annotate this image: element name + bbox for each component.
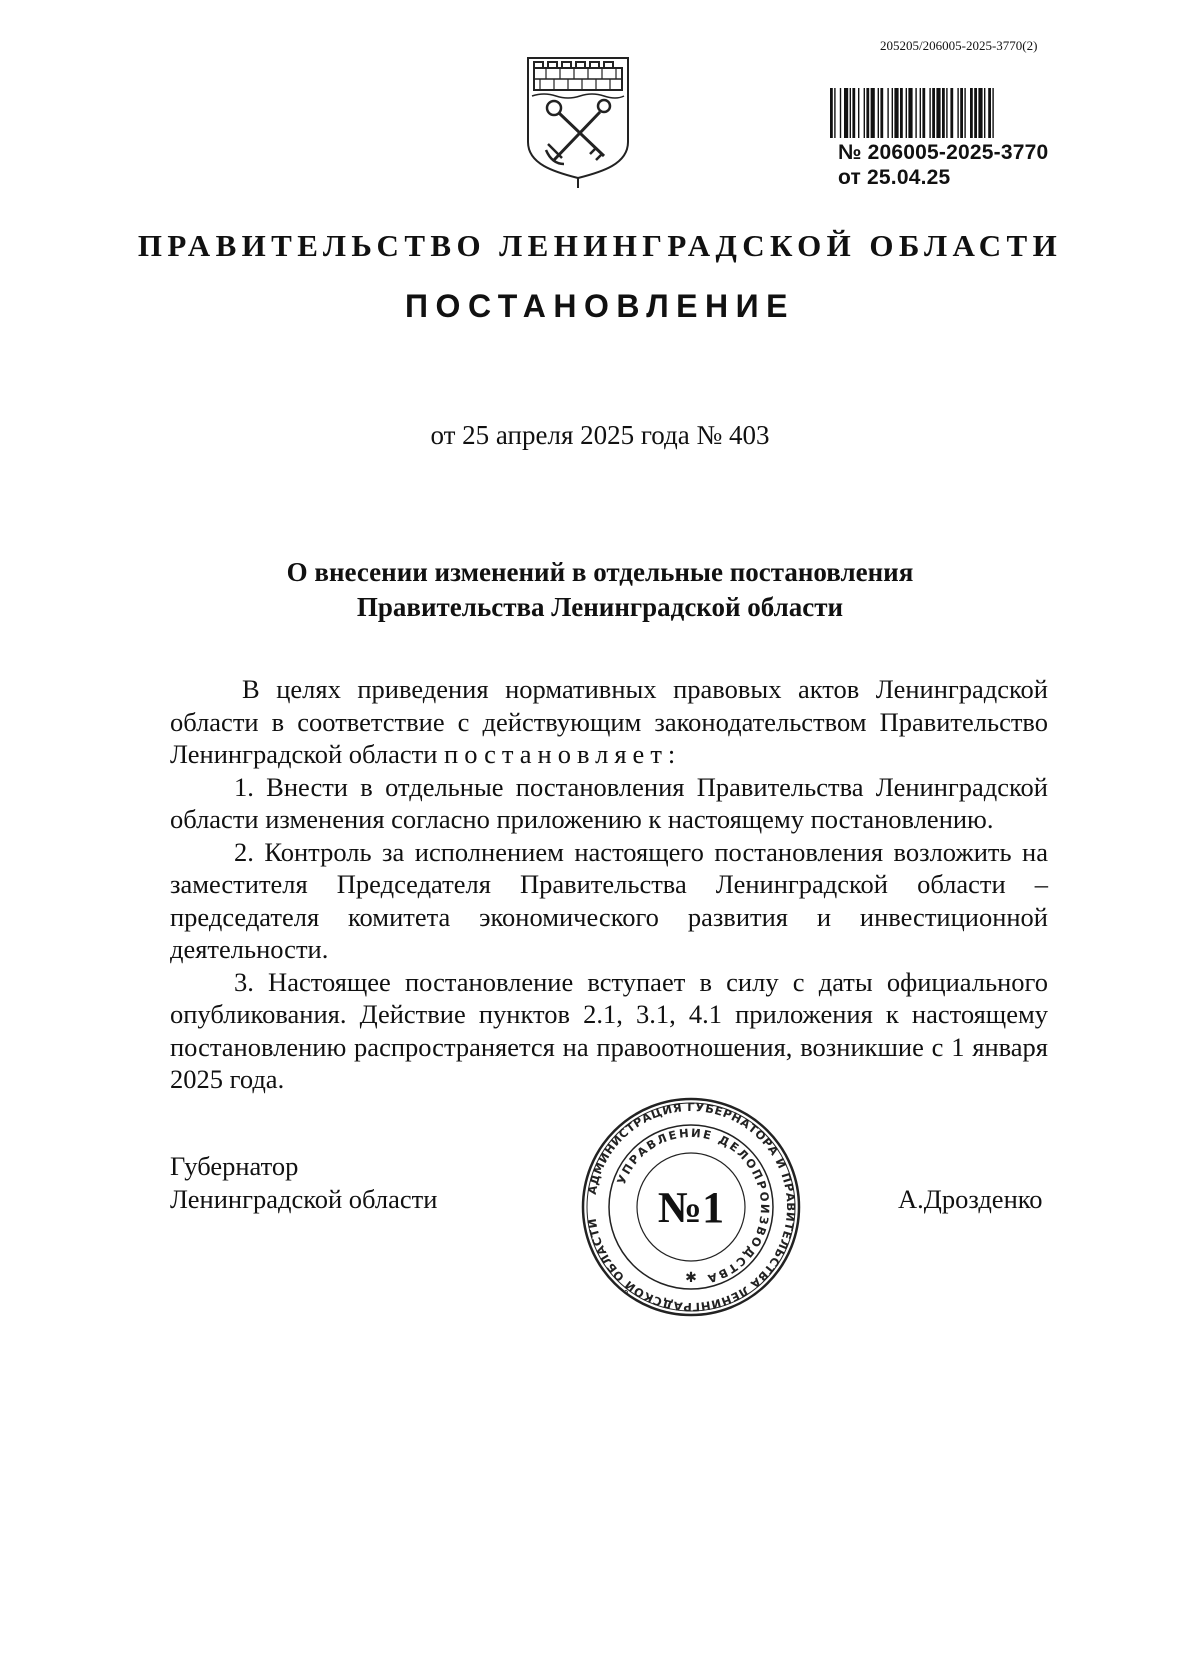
barcode-bar bbox=[887, 88, 888, 138]
barcode-bar bbox=[988, 88, 991, 138]
document-body bbox=[170, 673, 1048, 1096]
signatory-name: А.Дрозденко bbox=[898, 1184, 1043, 1214]
seal-inner-text: УПРАВЛЕНИЕ ДЕЛОПРОИЗВОДСТВА bbox=[614, 1125, 773, 1287]
barcode-bar bbox=[864, 88, 865, 138]
barcode-bar bbox=[942, 88, 945, 138]
preamble-paragraph bbox=[170, 673, 1048, 771]
barcode-bar bbox=[984, 88, 985, 138]
decides-word: постановляет: bbox=[444, 739, 682, 769]
barcode-bar bbox=[871, 88, 875, 138]
seal-number: №1 bbox=[657, 1183, 725, 1232]
barcode-bar bbox=[894, 88, 898, 138]
barcode-bar bbox=[960, 88, 963, 138]
barcode-bar bbox=[850, 88, 851, 138]
barcode-bar bbox=[946, 88, 947, 138]
registration-number: № 206005-2025-3770 bbox=[838, 141, 1049, 164]
seal-outer-text: АДМИНИСТРАЦИЯ ГУБЕРНАТОРА И ПРАВИТЕЛЬСТВА ЛЕНИНГРАДСКОЙ ОБЛАСТИ bbox=[584, 1099, 799, 1315]
barcode-bar bbox=[900, 88, 903, 138]
barcode-bar bbox=[852, 88, 855, 138]
barcode-bar bbox=[866, 88, 869, 138]
barcode-bar bbox=[906, 88, 907, 138]
signatory-position-line-1: Губернатор bbox=[170, 1151, 299, 1181]
subject-line-2: Правительства Ленинградской области bbox=[356, 592, 844, 622]
clause-1: 1. Внести в отдельные постановления Правительства Ленинградской области изменения согласно приложению к настоящему постановлению. bbox=[170, 771, 1048, 834]
barcode-bar bbox=[908, 88, 912, 138]
barcode-bar bbox=[922, 88, 925, 138]
barcode-bar bbox=[892, 88, 893, 138]
barcode-bar bbox=[936, 88, 940, 138]
barcode-bar bbox=[992, 88, 993, 138]
signatory-position-line-2: Ленинградской области bbox=[170, 1183, 438, 1214]
document-reference: 205205/206005-2025-3770(2) bbox=[880, 38, 1038, 53]
leningrad-oblast-coat-of-arms-icon bbox=[524, 56, 632, 190]
registration-date: от 25.04.25 bbox=[838, 166, 951, 189]
document-date-number: от 25 апреля 2025 года № 403 bbox=[430, 420, 770, 450]
barcode-bar bbox=[880, 88, 883, 138]
preamble-text: В целях приведения нормативных правовых актов Ленинградской области в соответствие с действующим законодательством Правительство Ленинградской области bbox=[170, 674, 1048, 769]
subject-line-1: О внесении изменений в отдельные постановления bbox=[286, 557, 914, 587]
barcode-bar bbox=[830, 88, 833, 138]
barcode-bar bbox=[957, 88, 958, 138]
document-type: ПОСТАНОВЛЕНИЕ bbox=[405, 288, 795, 324]
barcode-bar bbox=[950, 88, 953, 138]
barcode-bar bbox=[964, 88, 965, 138]
official-seal-stamp bbox=[580, 1096, 802, 1318]
issuing-authority: ПРАВИТЕЛЬСТВО ЛЕНИНГРАДСКОЙ ОБЛАСТИ bbox=[137, 228, 1063, 263]
barcode-bar bbox=[915, 88, 916, 138]
barcode-bar bbox=[878, 88, 879, 138]
document-subject bbox=[0, 555, 1200, 625]
barcode-bar bbox=[834, 88, 835, 138]
barcode-bar bbox=[858, 88, 859, 138]
barcode-bar bbox=[920, 88, 921, 138]
barcode-bar bbox=[932, 88, 935, 138]
barcode-bar bbox=[840, 88, 841, 138]
barcode-bar bbox=[929, 88, 930, 138]
signatory-position bbox=[170, 1150, 437, 1215]
barcode-bar bbox=[974, 88, 977, 138]
barcode-bar bbox=[844, 88, 848, 138]
clause-3: 3. Настоящее постановление вступает в силу с даты официального опубликования. Действие пунктов 2.1, 3.1, 4.1 приложения к настоящему постановлению распространяется на правоотношения, возникшие с 1 января 2025 года. bbox=[170, 966, 1048, 1094]
seal-star-icon: ✱ bbox=[685, 1270, 697, 1286]
barcode-bar bbox=[978, 88, 982, 138]
clause-2: 2. Контроль за исполнением настоящего постановления возложить на заместителя Председателя Правительства Ленинградской области – председателя комитета экономического развития и инвестиционной деятельности. bbox=[170, 836, 1048, 964]
barcode-bar bbox=[970, 88, 973, 138]
barcode-icon bbox=[830, 88, 1064, 138]
